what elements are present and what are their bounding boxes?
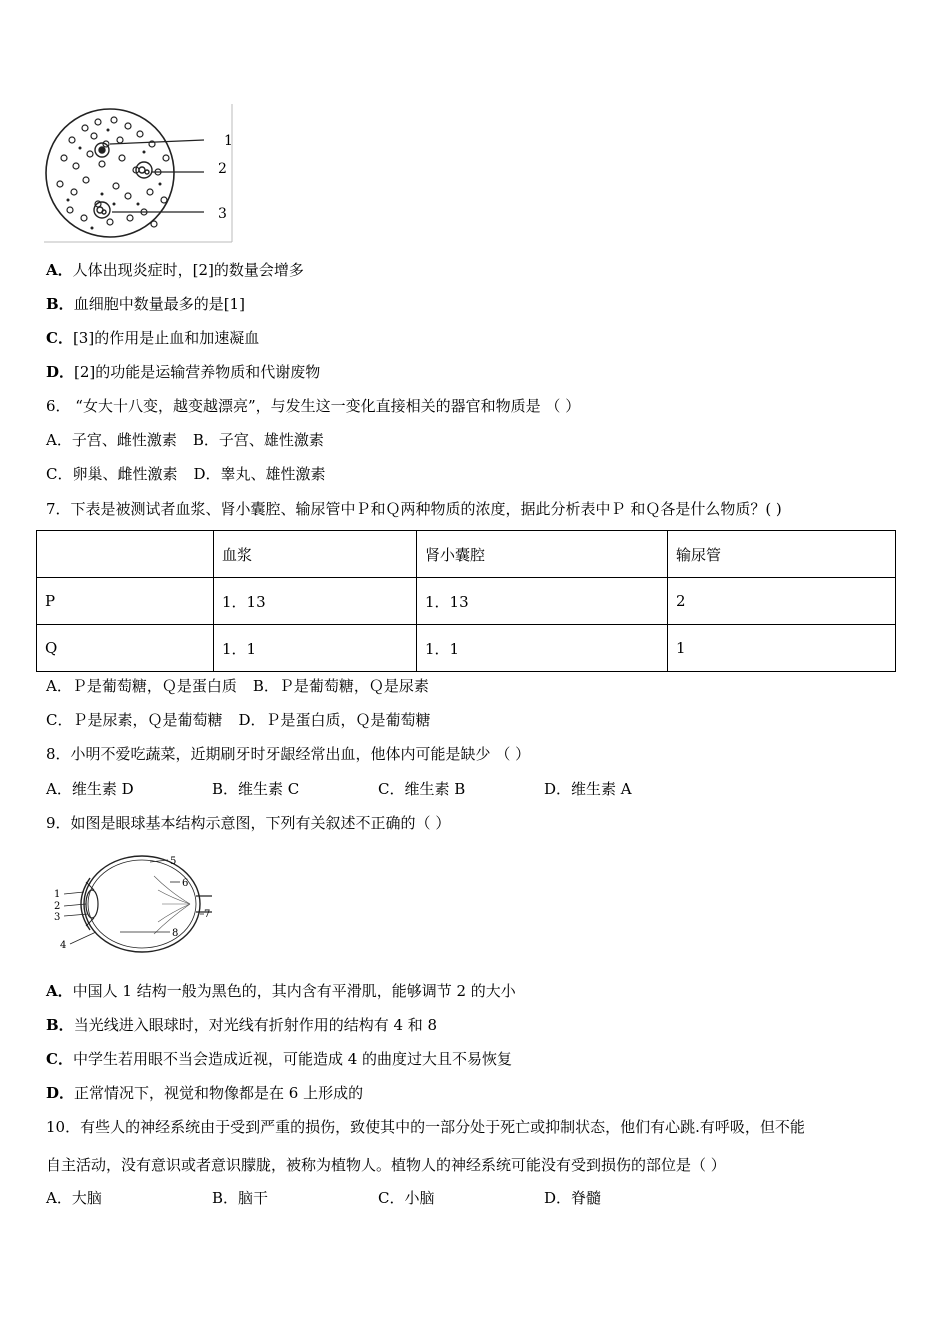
option-letter: B．: [46, 1016, 74, 1034]
option-text: 中学生若用眼不当会造成近视，可能造成 4 的曲度过大且不易恢复: [72, 1050, 513, 1068]
option-letter: D．: [46, 1084, 75, 1102]
q10-option-c: C．小脑: [378, 1189, 435, 1207]
eyeball-figure: [50, 852, 220, 956]
q8-option-b: B．维生素 C: [212, 780, 300, 798]
q10-option-d: D．脊髓: [544, 1189, 602, 1207]
table-cell: [37, 531, 214, 578]
option-letter: C．: [46, 1050, 73, 1068]
q6-option-c: C．卵巢、雌性激素: [46, 465, 178, 483]
table-cell: 2: [668, 578, 896, 625]
eye-label-5: 5: [170, 856, 177, 867]
eye-label-8: 8: [172, 928, 179, 939]
q6-option-b: B．子宫、雄性激素: [192, 431, 324, 449]
option-text: 人体出现炎症时，[2]的数量会增多: [72, 261, 304, 279]
q8-option-c: C．维生素 B: [378, 780, 466, 798]
table-cell: 血浆: [214, 531, 417, 578]
blood-label-1: 1: [224, 133, 233, 149]
q7-option-c: C．Ｐ是尿素，Ｑ是葡萄糖: [46, 711, 223, 729]
q6-options-row2: [46, 464, 326, 484]
table-cell: 输尿管: [668, 531, 896, 578]
q10-stem-line2: 自主活动，没有意识或者意识朦胧，被称为植物人。植物人的神经系统可能没有受到损伤的部位是（ ）: [46, 1156, 726, 1174]
q7-option-d: D．Ｐ是蛋白质，Ｑ是葡萄糖: [238, 711, 431, 729]
q8-option-a: A．维生素 D: [46, 780, 134, 798]
option-letter: A．: [46, 261, 73, 279]
option-text: 血细胞中数量最多的是[1]: [73, 295, 245, 313]
q10-stem-line1: 10．有些人的神经系统由于受到严重的损伤，致使其中的一部分处于死亡或抑制状态，他们有心跳.有呼吸，但不能: [46, 1118, 805, 1136]
eye-label-3: 3: [54, 912, 61, 923]
option-text: [2]的功能是运输营养物质和代谢废物: [74, 363, 321, 381]
option-text: 当光线进入眼球时，对光线有折射作用的结构有 4 和 8: [73, 1016, 438, 1034]
table-cell: 1: [668, 625, 896, 672]
q7-options-row1: [46, 676, 429, 696]
q5-option-c: [46, 328, 259, 348]
q10-option-a: A．大脑: [46, 1189, 102, 1207]
table-row: [37, 625, 896, 672]
table-cell: 1．1: [417, 625, 668, 672]
q8-stem: 8．小明不爱吃蔬菜，近期刷牙时牙龈经常出血，他体内可能是缺少 （ ）: [46, 745, 531, 763]
white-blood-cells: [94, 143, 152, 218]
table-cell: 1．1: [214, 625, 417, 672]
q9-option-c: [46, 1049, 512, 1069]
option-letter: D．: [46, 363, 75, 381]
q8-options-row: [46, 779, 632, 799]
eye-label-4: 4: [60, 940, 67, 951]
option-letter: B．: [46, 295, 74, 313]
q6-option-d: D．睾丸、雄性激素: [193, 465, 326, 483]
table-header-row: [37, 531, 896, 578]
q8-option-d: D．维生素 A: [544, 780, 632, 798]
table-row: [37, 578, 896, 625]
q7-options-row2: [46, 710, 431, 730]
table-cell: 肾小囊腔: [417, 531, 668, 578]
option-text: 正常情况下，视觉和物像都是在 6 上形成的: [74, 1084, 364, 1102]
q5-option-b: [46, 294, 245, 314]
eye-label-2: 2: [54, 901, 61, 912]
eye-label-6: 6: [182, 878, 189, 889]
q6-options-row1: [46, 430, 324, 450]
option-letter: C．: [46, 329, 73, 347]
q9-option-d: [46, 1083, 363, 1103]
q6-stem: 6． “女大十八变，越变越漂亮”，与发生这一变化直接相关的器官和物质是 （ ）: [46, 397, 581, 415]
table-cell: 1．13: [214, 578, 417, 625]
blood-label-3: 3: [218, 206, 227, 222]
q10-option-b: B．脑干: [212, 1189, 269, 1207]
q5-option-a: [46, 260, 304, 280]
blood-smear-figure: [40, 100, 250, 246]
q9-option-b: [46, 1015, 437, 1035]
pointer-lines: [110, 140, 204, 212]
q9-option-a: [46, 981, 516, 1001]
table-cell: Q: [37, 625, 214, 672]
option-text: 中国人 1 结构一般为黑色的，其内含有平滑肌，能够调节 2 的大小: [72, 982, 516, 1000]
q6-option-a: A．子宫、雌性激素: [46, 431, 177, 449]
eye-label-1: 1: [54, 889, 61, 900]
table-cell: P: [37, 578, 214, 625]
q7-option-b: B．Ｐ是葡萄糖，Ｑ是尿素: [252, 677, 429, 695]
table-cell: 1．13: [417, 578, 668, 625]
blood-label-2: 2: [218, 161, 227, 177]
concentration-table: [36, 530, 896, 672]
eye-pointer-lines: [64, 860, 204, 944]
eye-label-7: 7: [204, 909, 211, 920]
option-letter: A．: [46, 982, 73, 1000]
q7-stem: 7．下表是被测试者血浆、肾小囊腔、输尿管中Ｐ和Ｑ两种物质的浓度，据此分析表中Ｐ 和Ｑ各是什么物质？( ): [46, 500, 782, 518]
option-text: [3]的作用是止血和加速凝血: [72, 329, 260, 347]
q5-option-d: [46, 362, 320, 382]
q7-option-a: A．Ｐ是葡萄糖，Ｑ是蛋白质: [46, 677, 237, 695]
q10-options-row: [46, 1188, 601, 1208]
q9-stem: 9．如图是眼球基本结构示意图，下列有关叙述不正确的（ ）: [46, 814, 451, 832]
